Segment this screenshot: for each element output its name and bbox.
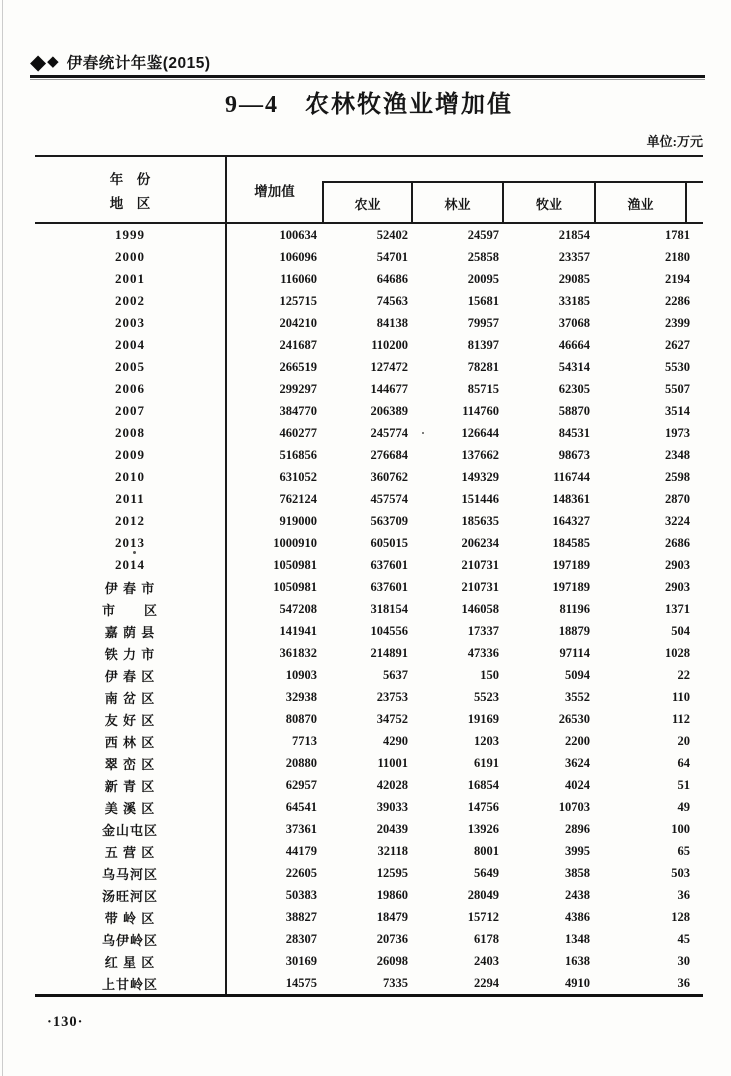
value-cell: 24597 bbox=[467, 227, 499, 242]
table-row bbox=[35, 290, 703, 312]
row-label: 伊 春 市 bbox=[35, 576, 227, 598]
value-cell: 210731 bbox=[461, 579, 499, 594]
value-cell: 276684 bbox=[370, 447, 408, 462]
value-cell: 360762 bbox=[370, 469, 408, 484]
value-cell: 206389 bbox=[370, 403, 408, 418]
value-cell: 19169 bbox=[467, 711, 499, 726]
value-cell: 2200 bbox=[565, 733, 590, 748]
value-cell: 547208 bbox=[279, 601, 317, 616]
diamond-icon: ◆ bbox=[47, 53, 59, 70]
value-cell: 51 bbox=[677, 777, 690, 792]
value-cell: 1973 bbox=[665, 425, 690, 440]
value-cell: 7713 bbox=[292, 733, 317, 748]
value-cell: 21854 bbox=[558, 227, 590, 242]
row-label: 2004 bbox=[35, 334, 227, 356]
value-cell: 299297 bbox=[279, 381, 317, 396]
value-cell: 104556 bbox=[370, 623, 408, 638]
value-cell: 3858 bbox=[565, 865, 590, 880]
value-cell: 2598 bbox=[665, 469, 690, 484]
value-cell: 26530 bbox=[558, 711, 590, 726]
value-cell: 503 bbox=[671, 865, 690, 880]
header-rule bbox=[30, 75, 705, 78]
yearbook-brand: 伊春统计年鉴(2015) bbox=[66, 55, 211, 72]
table-row bbox=[35, 950, 703, 972]
value-cell: 1371 bbox=[665, 601, 690, 616]
value-cell: 34752 bbox=[376, 711, 408, 726]
table-row bbox=[35, 312, 703, 334]
unit-label: 单位:万元 bbox=[646, 134, 703, 149]
diamond-icon: ◆ bbox=[30, 49, 47, 74]
row-label: 2000 bbox=[35, 246, 227, 268]
table-row bbox=[35, 268, 703, 290]
page-header bbox=[30, 50, 211, 74]
row-label: 2009 bbox=[35, 444, 227, 466]
value-cell: 214891 bbox=[370, 645, 408, 660]
scan-dot-artifact bbox=[133, 551, 136, 554]
table-row bbox=[35, 488, 703, 510]
table-row bbox=[35, 664, 703, 686]
value-cell: 2438 bbox=[565, 887, 590, 902]
value-cell: 64541 bbox=[285, 799, 317, 814]
value-cell: 32118 bbox=[377, 843, 408, 858]
value-cell: 516856 bbox=[279, 447, 317, 462]
value-cell: 185635 bbox=[461, 513, 499, 528]
value-cell: 110200 bbox=[371, 337, 408, 352]
value-cell: 30169 bbox=[285, 953, 317, 968]
value-cell: 1050981 bbox=[273, 579, 317, 594]
row-label: 2010 bbox=[35, 466, 227, 488]
table-row bbox=[35, 378, 703, 400]
value-cell: 204210 bbox=[279, 315, 317, 330]
value-cell: 144677 bbox=[370, 381, 408, 396]
value-cell: 32938 bbox=[285, 689, 317, 704]
row-label: 红 星 区 bbox=[35, 950, 227, 972]
value-cell: 49 bbox=[677, 799, 690, 814]
value-cell: 1781 bbox=[665, 227, 690, 242]
value-cell: 79957 bbox=[467, 315, 499, 330]
value-cell: 37068 bbox=[558, 315, 590, 330]
table-row bbox=[35, 884, 703, 906]
table-row bbox=[35, 598, 703, 620]
value-cell: 29085 bbox=[558, 271, 590, 286]
value-cell: 20880 bbox=[285, 755, 317, 770]
region-header-label: 地 区 bbox=[109, 195, 151, 211]
value-cell: 164327 bbox=[552, 513, 590, 528]
value-cell: 2194 bbox=[665, 271, 690, 286]
value-cell: 84531 bbox=[558, 425, 590, 440]
table-row bbox=[35, 356, 703, 378]
value-cell: 2286 bbox=[665, 293, 690, 308]
value-cell: 266519 bbox=[279, 359, 317, 374]
value-cell: 8001 bbox=[474, 843, 499, 858]
scan-edge-artifact bbox=[2, 0, 3, 1076]
value-cell: 563709 bbox=[370, 513, 408, 528]
statistics-table bbox=[35, 155, 703, 997]
row-label: 市 区 bbox=[35, 598, 227, 620]
value-added-header: 增加值 bbox=[254, 183, 295, 199]
value-cell: 81196 bbox=[559, 601, 590, 616]
value-cell: 1000910 bbox=[273, 535, 317, 550]
value-cell: 14575 bbox=[285, 975, 317, 990]
value-cell: 23357 bbox=[558, 249, 590, 264]
value-cell: 3552 bbox=[565, 689, 590, 704]
value-cell: 97114 bbox=[559, 645, 590, 660]
value-cell: 3224 bbox=[665, 513, 690, 528]
value-cell: 44179 bbox=[285, 843, 317, 858]
row-label: 2011 bbox=[35, 488, 227, 510]
value-cell: 605015 bbox=[370, 535, 408, 550]
row-label: 2002 bbox=[35, 290, 227, 312]
value-cell: 146058 bbox=[461, 601, 499, 616]
row-label: 美 溪 区 bbox=[35, 796, 227, 818]
value-cell: 85715 bbox=[467, 381, 499, 396]
table-row bbox=[35, 224, 703, 246]
value-cell: 1638 bbox=[565, 953, 590, 968]
row-label: 铁 力 市 bbox=[35, 642, 227, 664]
value-cell: 62957 bbox=[285, 777, 317, 792]
value-cell: 241687 bbox=[279, 337, 317, 352]
value-cell: 100 bbox=[671, 821, 690, 836]
value-cell: 5649 bbox=[474, 865, 499, 880]
table-row bbox=[35, 642, 703, 664]
value-cell: 4386 bbox=[565, 909, 590, 924]
value-cell: 631052 bbox=[279, 469, 317, 484]
row-label: 新 青 区 bbox=[35, 774, 227, 796]
row-label: 带 岭 区 bbox=[35, 906, 227, 928]
value-cell: 149329 bbox=[461, 469, 499, 484]
value-cell: 637601 bbox=[370, 579, 408, 594]
table-row bbox=[35, 730, 703, 752]
row-label: 乌伊岭区 bbox=[35, 928, 227, 950]
value-cell: 2686 bbox=[665, 535, 690, 550]
value-cell: 47336 bbox=[467, 645, 499, 660]
value-cell: 65 bbox=[677, 843, 690, 858]
value-cell: 18479 bbox=[376, 909, 408, 924]
value-cell: 210731 bbox=[461, 557, 499, 572]
value-cell: 361832 bbox=[279, 645, 317, 660]
value-cell: 39033 bbox=[376, 799, 408, 814]
row-label: 伊 春 区 bbox=[35, 664, 227, 686]
value-cell: 58870 bbox=[558, 403, 590, 418]
value-cell: 3624 bbox=[565, 755, 590, 770]
value-cell: 15681 bbox=[467, 293, 499, 308]
table-row bbox=[35, 576, 703, 598]
table-row bbox=[35, 862, 703, 884]
value-cell: 2294 bbox=[474, 975, 499, 990]
value-cell: 84138 bbox=[376, 315, 408, 330]
value-cell: 36 bbox=[677, 887, 690, 902]
value-cell: 45 bbox=[677, 931, 690, 946]
row-label: 五 营 区 bbox=[35, 840, 227, 862]
value-cell: 148361 bbox=[552, 491, 590, 506]
value-cell: 74563 bbox=[376, 293, 408, 308]
value-cell: 6191 bbox=[474, 755, 499, 770]
animal-husbandry-header: 牧业 bbox=[504, 183, 596, 224]
value-cell: 2870 bbox=[665, 491, 690, 506]
table-row bbox=[35, 686, 703, 708]
row-label: 金山屯区 bbox=[35, 818, 227, 840]
row-label: 2007 bbox=[35, 400, 227, 422]
value-cell: 5094 bbox=[565, 667, 590, 682]
value-cell: 1203 bbox=[474, 733, 499, 748]
value-cell: 20 bbox=[677, 733, 690, 748]
value-cell: 127472 bbox=[370, 359, 408, 374]
value-cell: 2903 bbox=[665, 579, 690, 594]
table-row bbox=[35, 620, 703, 642]
row-label: 2001 bbox=[35, 268, 227, 290]
table-row bbox=[35, 972, 703, 994]
value-cell: 78281 bbox=[467, 359, 499, 374]
value-cell: 37361 bbox=[285, 821, 317, 836]
row-label: 上甘岭区 bbox=[35, 972, 227, 994]
value-cell: 2627 bbox=[665, 337, 690, 352]
value-cell: 98673 bbox=[558, 447, 590, 462]
value-cell: 4910 bbox=[565, 975, 590, 990]
row-label: 友 好 区 bbox=[35, 708, 227, 730]
row-label: 2013 bbox=[35, 532, 227, 554]
value-cell: 20439 bbox=[376, 821, 408, 836]
value-cell: 184585 bbox=[552, 535, 590, 550]
value-cell: 38827 bbox=[285, 909, 317, 924]
value-cell: 151446 bbox=[461, 491, 499, 506]
value-cell: 64686 bbox=[376, 271, 408, 286]
value-cell: 5637 bbox=[383, 667, 408, 682]
value-cell: 318154 bbox=[370, 601, 408, 616]
value-cell: 2348 bbox=[665, 447, 690, 462]
value-cell: 106096 bbox=[279, 249, 317, 264]
scan-dot-artifact bbox=[422, 432, 424, 434]
table-row bbox=[35, 400, 703, 422]
value-cell: 919000 bbox=[279, 513, 317, 528]
value-cell: 42028 bbox=[376, 777, 408, 792]
value-cell: 46664 bbox=[558, 337, 590, 352]
table-row bbox=[35, 752, 703, 774]
table-row bbox=[35, 466, 703, 488]
value-cell: 206234 bbox=[461, 535, 499, 550]
subcategory-header-row bbox=[322, 181, 703, 224]
value-cell: 33185 bbox=[558, 293, 590, 308]
value-cell: 6178 bbox=[474, 931, 499, 946]
fishery-header: 渔业 bbox=[596, 183, 687, 224]
value-cell: 128 bbox=[671, 909, 690, 924]
value-cell: 762124 bbox=[279, 491, 317, 506]
value-cell: 50383 bbox=[285, 887, 317, 902]
value-cell: 20736 bbox=[376, 931, 408, 946]
value-cell: 5507 bbox=[665, 381, 690, 396]
value-cell: 384770 bbox=[279, 403, 317, 418]
year-region-header bbox=[35, 157, 227, 222]
table-row bbox=[35, 818, 703, 840]
row-label: 南 岔 区 bbox=[35, 686, 227, 708]
value-cell: 2903 bbox=[665, 557, 690, 572]
table-body bbox=[35, 224, 703, 994]
agriculture-header: 农业 bbox=[322, 183, 413, 224]
table-row bbox=[35, 554, 703, 576]
value-cell: 5530 bbox=[665, 359, 690, 374]
value-cell: 2399 bbox=[665, 315, 690, 330]
row-label: 乌马河区 bbox=[35, 862, 227, 884]
value-cell: 80870 bbox=[285, 711, 317, 726]
row-label: 2014 bbox=[35, 554, 227, 576]
value-cell: 13926 bbox=[467, 821, 499, 836]
year-header-label: 年 份 bbox=[109, 171, 151, 187]
table-header bbox=[35, 157, 703, 224]
value-cell: 17337 bbox=[467, 623, 499, 638]
value-cell: 22605 bbox=[285, 865, 317, 880]
table-title: 9—4 农林牧渔业增加值 bbox=[225, 92, 513, 118]
value-cell: 245774 bbox=[370, 425, 408, 440]
table-row bbox=[35, 334, 703, 356]
row-label: 2008 bbox=[35, 422, 227, 444]
value-cell: 2180 bbox=[665, 249, 690, 264]
value-cell: 7335 bbox=[383, 975, 408, 990]
value-cell: 150 bbox=[480, 667, 499, 682]
value-cell: 23753 bbox=[376, 689, 408, 704]
value-cell: 15712 bbox=[467, 909, 499, 924]
value-cell: 637601 bbox=[370, 557, 408, 572]
value-cell: 11001 bbox=[377, 755, 408, 770]
value-cell: 2403 bbox=[474, 953, 499, 968]
value-cell: 141941 bbox=[279, 623, 317, 638]
row-label: 翠 峦 区 bbox=[35, 752, 227, 774]
value-cell: 125715 bbox=[279, 293, 317, 308]
table-row bbox=[35, 796, 703, 818]
row-label: 汤旺河区 bbox=[35, 884, 227, 906]
value-cell: 2896 bbox=[565, 821, 590, 836]
row-label: 西 林 区 bbox=[35, 730, 227, 752]
table-row bbox=[35, 840, 703, 862]
value-cell: 16854 bbox=[467, 777, 499, 792]
value-cell: 460277 bbox=[279, 425, 317, 440]
value-cell: 457574 bbox=[370, 491, 408, 506]
value-cell: 28049 bbox=[467, 887, 499, 902]
value-cell: 12595 bbox=[376, 865, 408, 880]
value-cell: 5523 bbox=[474, 689, 499, 704]
page-number: ·130· bbox=[47, 1014, 84, 1030]
table-row bbox=[35, 444, 703, 466]
value-cell: 1028 bbox=[665, 645, 690, 660]
value-cell: 26098 bbox=[376, 953, 408, 968]
value-cell: 54314 bbox=[558, 359, 590, 374]
row-label: 1999 bbox=[35, 224, 227, 246]
value-cell: 25858 bbox=[467, 249, 499, 264]
row-label: 2003 bbox=[35, 312, 227, 334]
value-cell: 54701 bbox=[376, 249, 408, 264]
table-row bbox=[35, 422, 703, 444]
value-cell: 64 bbox=[677, 755, 690, 770]
value-cell: 137662 bbox=[461, 447, 499, 462]
value-cell: 1348 bbox=[565, 931, 590, 946]
table-row bbox=[35, 246, 703, 268]
value-cell: 116060 bbox=[280, 271, 317, 286]
row-label: 嘉 荫 县 bbox=[35, 620, 227, 642]
value-cell: 28307 bbox=[285, 931, 317, 946]
value-cell: 62305 bbox=[558, 381, 590, 396]
row-label: 2006 bbox=[35, 378, 227, 400]
value-cell: 10903 bbox=[285, 667, 317, 682]
forestry-header: 林业 bbox=[413, 183, 504, 224]
value-cell: 197189 bbox=[552, 557, 590, 572]
header-margin-stub bbox=[687, 183, 703, 224]
value-cell: 114760 bbox=[462, 403, 499, 418]
value-cell: 81397 bbox=[467, 337, 499, 352]
value-cell: 110 bbox=[671, 689, 690, 704]
value-cell: 126644 bbox=[461, 425, 499, 440]
value-cell: 3995 bbox=[565, 843, 590, 858]
value-cell: 22 bbox=[677, 667, 690, 682]
value-cell: 100634 bbox=[279, 227, 317, 242]
value-cell: 52402 bbox=[376, 227, 408, 242]
table-row bbox=[35, 928, 703, 950]
value-cell: 1050981 bbox=[273, 557, 317, 572]
row-label: 2005 bbox=[35, 356, 227, 378]
value-cell: 4290 bbox=[383, 733, 408, 748]
value-cell: 3514 bbox=[665, 403, 690, 418]
value-cell: 10703 bbox=[558, 799, 590, 814]
table-row bbox=[35, 708, 703, 730]
table-row bbox=[35, 906, 703, 928]
value-cell: 504 bbox=[671, 623, 690, 638]
value-cell: 197189 bbox=[552, 579, 590, 594]
table-row bbox=[35, 774, 703, 796]
value-cell: 18879 bbox=[558, 623, 590, 638]
value-cell: 30 bbox=[677, 953, 690, 968]
value-cell: 112 bbox=[671, 711, 690, 726]
value-cell: 4024 bbox=[565, 777, 590, 792]
value-cell: 36 bbox=[677, 975, 690, 990]
row-label: 2012 bbox=[35, 510, 227, 532]
value-cell: 19860 bbox=[376, 887, 408, 902]
value-cell: 20095 bbox=[467, 271, 499, 286]
table-row bbox=[35, 510, 703, 532]
value-cell: 116744 bbox=[553, 469, 590, 484]
value-cell: 14756 bbox=[467, 799, 499, 814]
